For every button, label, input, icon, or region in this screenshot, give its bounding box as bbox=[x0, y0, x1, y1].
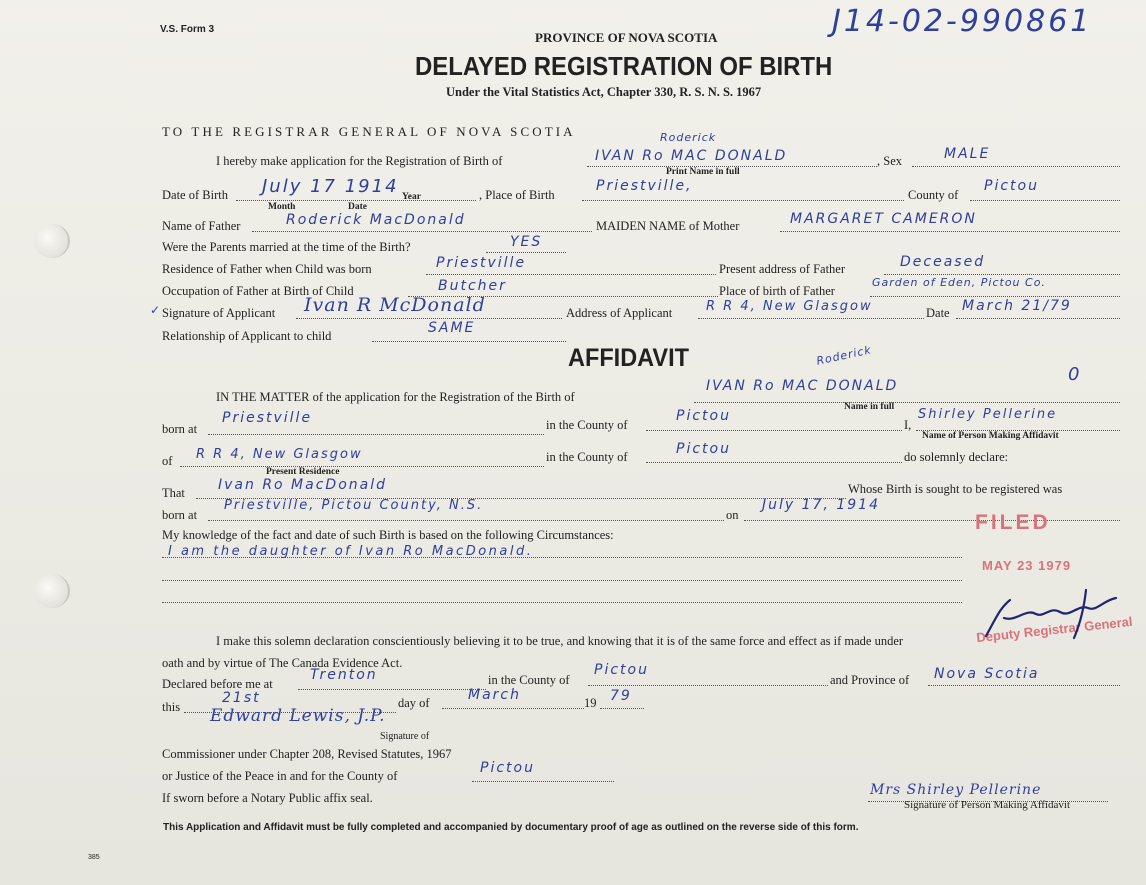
to-registrar-line: TO THE REGISTRAR GENERAL OF NOVA SCOTIA bbox=[162, 124, 576, 139]
mother-label: MAIDEN NAME of Mother bbox=[596, 219, 740, 233]
justice-line: or Justice of the Peace in and for the County of bbox=[162, 769, 398, 783]
pob-value: Priestville, bbox=[596, 178, 693, 194]
dob-value: July 17 1914 bbox=[262, 176, 399, 197]
day-of-label: day of bbox=[398, 696, 430, 710]
day-value: 21st bbox=[222, 690, 261, 706]
circumstance-value: I am the daughter of Ivan Ro MacDonald. bbox=[168, 544, 534, 559]
form-title: DELAYED REGISTRATION OF BIRTH bbox=[415, 51, 833, 81]
pob-label: , Place of Birth bbox=[479, 188, 555, 202]
residence-label: Residence of Father when Child was born bbox=[162, 262, 372, 276]
print-name-hint: Print Name in full bbox=[666, 167, 740, 177]
affidavit-title: AFFIDAVIT bbox=[568, 344, 689, 372]
married-label: Were the Parents married at the time of the Birth? bbox=[162, 240, 411, 254]
month-hint: Month bbox=[268, 202, 296, 212]
sex-value: MALE bbox=[944, 146, 991, 162]
registrar-signature-icon bbox=[966, 578, 1126, 648]
occupation-label: Occupation of Father at Birth of Child bbox=[162, 284, 354, 298]
province-heading: PROVINCE OF NOVA SCOTIA bbox=[535, 30, 718, 45]
child-name-value: IVAN Ro MAC DONALD bbox=[595, 148, 788, 164]
affidavit-child-name: IVAN Ro MAC DONALD bbox=[706, 378, 899, 394]
justice-county-value: Pictou bbox=[480, 760, 535, 776]
present-address-label: Present address of Father bbox=[719, 262, 846, 276]
filed-stamp: FILED bbox=[975, 511, 1051, 534]
knowledge-text: My knowledge of the fact and date of such Birth is based on the following Circumstances: bbox=[162, 528, 614, 542]
declare-text: do solemnly declare: bbox=[904, 450, 1009, 464]
county-value: Pictou bbox=[984, 178, 1039, 194]
county-of-label: in the County of bbox=[546, 418, 628, 432]
on-date-value: July 17, 1914 bbox=[762, 497, 880, 513]
whose-birth-text: Whose Birth is sought to be registered was bbox=[848, 482, 1063, 496]
punch-hole-bottom bbox=[34, 574, 70, 608]
applicant-signature-label: Signature of Applicant bbox=[162, 306, 276, 320]
affidavit-intro: IN THE MATTER of the application for the Registration of the Birth of bbox=[216, 390, 575, 404]
of-value: R R 4, New Glasgow bbox=[196, 447, 363, 462]
form-id: V.S. Form 3 bbox=[160, 24, 215, 35]
affiant-signature-label: Signature of Person Making Affidavit bbox=[904, 799, 1070, 811]
occupation-value: Butcher bbox=[438, 278, 507, 294]
declared-before-label: Declared before me at bbox=[162, 677, 273, 691]
punch-hole-top bbox=[34, 224, 70, 258]
born-at-label-2: born at bbox=[162, 508, 198, 522]
affiant-name-value: Shirley Pellerine bbox=[918, 407, 1058, 422]
mother-value: MARGARET CAMERON bbox=[790, 211, 977, 227]
relationship-label: Relationship of Applicant to child bbox=[162, 329, 332, 343]
present-address-value: Deceased bbox=[900, 254, 986, 270]
registration-number: J14-02-990861 bbox=[832, 4, 1093, 39]
this-label: this bbox=[162, 700, 181, 714]
applicant-signature: Ivan R McDonald bbox=[304, 294, 486, 316]
born-at-value-2: Priestville, Pictou County, N.S. bbox=[224, 498, 484, 513]
registrar-stamp-label: Deputy Registrar General bbox=[975, 613, 1134, 646]
father-pob-label: Place of birth of Father bbox=[719, 284, 835, 298]
dob-label: Date of Birth bbox=[162, 188, 228, 202]
declaration-text: I make this solemn declaration conscientiously believing it to be true, and knowing that it is of the same force and effect as if made under bbox=[216, 634, 904, 648]
affiant-name-hint: Name of Person Making Affidavit bbox=[922, 431, 1059, 441]
that-label: That bbox=[162, 486, 185, 500]
county-of-label-2: in the County of bbox=[546, 450, 628, 464]
application-intro: I hereby make application for the Registration of Birth of bbox=[216, 154, 503, 168]
declared-county-value: Pictou bbox=[594, 662, 649, 678]
applicant-address-label: Address of Applicant bbox=[566, 306, 673, 320]
born-at-label: born at bbox=[162, 422, 198, 436]
of-label: of bbox=[162, 454, 173, 468]
affiant-i-label: I, bbox=[904, 418, 912, 432]
form-subtitle: Under the Vital Statistics Act, Chapter 330, R. S. N. S. 1967 bbox=[446, 85, 762, 99]
on-label: on bbox=[726, 508, 739, 522]
county-label: County of bbox=[908, 188, 959, 202]
signature-of-label: Signature of bbox=[380, 731, 430, 742]
province-value: Nova Scotia bbox=[934, 666, 1040, 682]
relationship-value: SAME bbox=[428, 320, 476, 336]
affiant-signature: Mrs Shirley Pellerine bbox=[870, 782, 1042, 798]
date-hint: Date bbox=[348, 202, 367, 212]
declared-place-value: Trenton bbox=[310, 667, 378, 683]
commissioner-signature: Edward Lewis, J.P. bbox=[210, 706, 386, 726]
applicant-address-value: R R 4, New Glasgow bbox=[706, 299, 873, 314]
father-value: Roderick MacDonald bbox=[286, 212, 466, 228]
footer-note: This Application and Affidavit must be fully completed and accompanied by documentary proof of age as outlined on the reverse side of this form. bbox=[163, 822, 859, 833]
year-value: 79 bbox=[610, 688, 632, 704]
married-value: YES bbox=[510, 234, 543, 250]
month-value: March bbox=[468, 687, 521, 703]
declared-county-label: in the County of bbox=[488, 673, 570, 687]
affidavit-child-middle: Roderick bbox=[815, 343, 873, 368]
oath-text: oath and by virtue of The Canada Evidence Act. bbox=[162, 656, 403, 670]
application-date-label: Date bbox=[926, 306, 950, 320]
year-hint: Year bbox=[402, 192, 421, 202]
annotation-mark: 0 bbox=[1068, 364, 1082, 385]
year-prefix: 19 bbox=[584, 696, 597, 710]
father-pob-value: Garden of Eden, Pictou Co. bbox=[872, 276, 1046, 289]
province-label: and Province of bbox=[830, 673, 910, 687]
father-label: Name of Father bbox=[162, 219, 241, 233]
residence-value: Priestville bbox=[436, 255, 527, 271]
check-mark: ✓ bbox=[150, 303, 163, 317]
commissioner-line: Commissioner under Chapter 208, Revised Statutes, 1967 bbox=[162, 747, 452, 761]
born-county-value: Pictou bbox=[676, 408, 731, 424]
child-middle-name: Roderick bbox=[660, 131, 717, 144]
corner-number: 385 bbox=[88, 854, 100, 861]
name-in-full-hint: Name in full bbox=[844, 402, 895, 412]
that-name-value: Ivan Ro MacDonald bbox=[218, 477, 387, 493]
of-county-value: Pictou bbox=[676, 441, 731, 457]
notary-line: If sworn before a Notary Public affix seal. bbox=[162, 791, 373, 805]
filed-stamp-date: MAY 23 1979 bbox=[982, 558, 1072, 573]
born-at-value: Priestville bbox=[222, 410, 313, 426]
application-date-value: March 21/79 bbox=[962, 298, 1072, 314]
present-residence-hint: Present Residence bbox=[266, 467, 340, 477]
sex-label: , Sex bbox=[877, 154, 902, 168]
